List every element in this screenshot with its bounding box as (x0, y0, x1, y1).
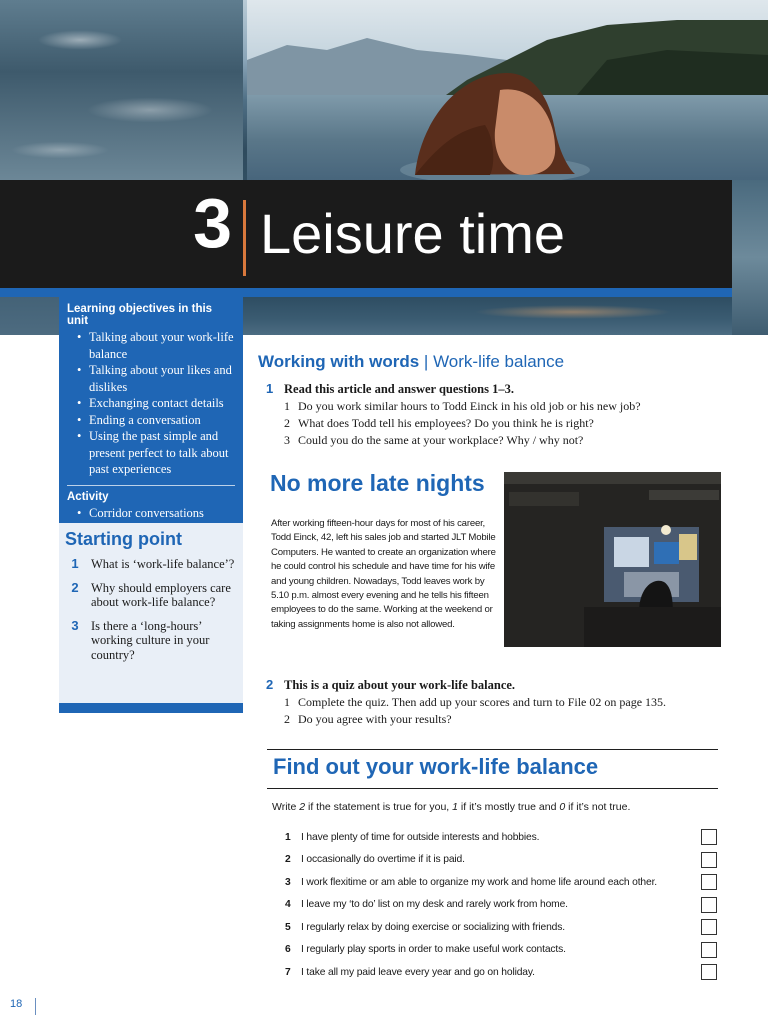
quiz-statements (285, 826, 717, 984)
statement-text: I have plenty of time for outside interests and hobbies. (301, 831, 540, 843)
exercise-2-items (284, 694, 726, 728)
unit-number: 3 (193, 184, 232, 262)
statement-number: 3 (285, 876, 291, 888)
statement-number: 1 (285, 831, 291, 843)
section-heading-separator: | (419, 352, 434, 371)
statement-number: 6 (285, 944, 291, 956)
activity-item: • Corridor conversations (67, 505, 235, 522)
question-text: Is there a ‘long-hours’ working culture in your country? (91, 618, 210, 662)
statement-text: I regularly relax by doing exercise or socializing with friends. (301, 921, 565, 933)
title-divider (243, 200, 246, 276)
quiz-rule-top (267, 749, 718, 750)
article-body: After working fifteen-hour days for most of his career, Todd Einck, 42, left his sales job and started JLT Mobile Computers. He wanted to create an organization where he could control his schedule and have time for his wife and young children. Nowadays, Todd leaves work by 5.10 p.m. almost every evening and he tells his fifteen employees to do the same. Working at the weekend or taking assignments home is also not allowed. (271, 518, 496, 630)
title-band-photo-edge (732, 180, 768, 335)
quiz-rule-bottom (267, 788, 718, 789)
item-number: 1 (284, 695, 290, 709)
learning-objectives-panel (59, 297, 243, 523)
quiz-instruction-text: if it’s mostly true and (458, 801, 560, 813)
starting-point-question (65, 581, 237, 610)
activity-heading: Activity (67, 490, 109, 503)
score-box[interactable] (701, 964, 717, 980)
statement-text: I work flexitime or am able to organize my work and home life around each other. (301, 876, 658, 888)
unit-title: Leisure time (260, 202, 566, 265)
question-number: 3 (71, 617, 79, 633)
statement-number: 4 (285, 899, 291, 911)
exercise-1-instruction-row (266, 381, 726, 397)
quiz-score-value: 2 (299, 801, 306, 813)
quiz-title: Find out your work-life balance (273, 754, 599, 779)
exercise-1-items (284, 398, 726, 449)
item-number: 2 (284, 416, 290, 430)
water-ripples-photo (0, 0, 243, 180)
question-text: Why should employers care about work-life balance? (91, 580, 231, 609)
quiz-instruction (272, 801, 630, 813)
exercise-instruction: This is a quiz about your work-life balance. (284, 678, 516, 692)
exercise-2 (266, 677, 726, 728)
item-number: 2 (284, 712, 290, 726)
starting-point-questions (65, 557, 237, 671)
blue-rule (0, 288, 732, 297)
item-number: 1 (284, 399, 290, 413)
lower-water-photo (243, 297, 732, 335)
objective-item: • Exchanging contact details (67, 395, 235, 412)
quiz-instruction-text: if the statement is true for you, (305, 801, 453, 813)
section-heading-sub: Work-life balance (433, 352, 565, 371)
quiz-statement (285, 939, 717, 962)
office-illustration (504, 472, 721, 647)
exercise-item (284, 432, 726, 449)
item-text: Complete the quiz. Then add up your scores and turn to File 02 on page 135. (298, 695, 667, 709)
exercise-item (284, 711, 726, 728)
quiz-score-value: 0 (559, 801, 566, 813)
quiz-statement (285, 826, 717, 849)
quiz-statement (285, 894, 717, 917)
starting-point-bottom-bar (59, 703, 243, 713)
activity-list (67, 505, 235, 522)
exercise-instruction: Read this article and answer questions 1–3. (284, 382, 514, 396)
score-box[interactable] (701, 829, 717, 845)
quiz-instruction-text: if it’s not true. (565, 801, 631, 813)
exercise-item (284, 415, 726, 432)
item-text: What does Todd tell his employees? Do you think he is right? (298, 416, 594, 430)
question-text: What is ‘work-life balance’? (91, 557, 235, 571)
office-at-night-photo (504, 472, 721, 647)
exercise-item (284, 398, 726, 415)
objectives-list (67, 329, 235, 478)
sidebar-divider (67, 485, 235, 486)
starting-point-panel (59, 523, 243, 713)
objective-item: • Talking about your work-life balance (67, 329, 235, 362)
objective-item: • Ending a conversation (67, 412, 235, 429)
page-number: 18 (10, 998, 36, 1015)
score-box[interactable] (701, 942, 717, 958)
statement-text: I leave my ‘to do’ list on my desk and rarely work from home. (301, 899, 568, 911)
article-title: No more late nights (270, 470, 485, 496)
item-text: Do you work similar hours to Todd Einck in his old job or his new job? (298, 399, 641, 413)
objective-item: • Talking about your likes and dislikes (67, 362, 235, 395)
statement-number: 7 (285, 966, 291, 978)
objective-item: • Using the past simple and present perfect to talk about past experiences (67, 428, 235, 478)
score-box[interactable] (701, 874, 717, 890)
question-number: 1 (71, 556, 79, 571)
exercise-number: 1 (266, 381, 274, 396)
quiz-statement (285, 961, 717, 984)
score-box[interactable] (701, 852, 717, 868)
quiz-instruction-text: Write (272, 801, 300, 813)
score-box[interactable] (701, 919, 717, 935)
starting-point-question (65, 619, 237, 663)
statement-number: 2 (285, 854, 291, 866)
item-text: Do you agree with your results? (298, 712, 452, 726)
statement-number: 5 (285, 921, 291, 933)
section-heading-main: Working with words (258, 352, 420, 371)
quiz-statement (285, 916, 717, 939)
objectives-heading: Learning objectives in this unit (67, 303, 213, 327)
score-box[interactable] (701, 897, 717, 913)
starting-point-question (65, 557, 237, 572)
starting-point-heading: Starting point (65, 529, 182, 549)
quiz-statement (285, 849, 717, 872)
section-heading (258, 352, 564, 372)
quiz-statement (285, 871, 717, 894)
exercise-1 (266, 381, 726, 449)
statement-text: I take all my paid leave every year and go on holiday. (301, 966, 535, 978)
exercise-2-instruction-row (266, 677, 726, 693)
quiz-score-value: 1 (452, 801, 458, 813)
statement-text: I regularly play sports in order to make useful work contacts. (301, 944, 566, 956)
item-number: 3 (284, 433, 290, 447)
question-number: 2 (71, 579, 79, 595)
swimmer-illustration (395, 70, 595, 185)
exercise-number: 2 (266, 677, 274, 692)
exercise-item (284, 694, 726, 711)
item-text: Could you do the same at your workplace? Why / why not? (298, 433, 584, 447)
statement-text: I occasionally do overtime if it is paid. (301, 854, 465, 866)
